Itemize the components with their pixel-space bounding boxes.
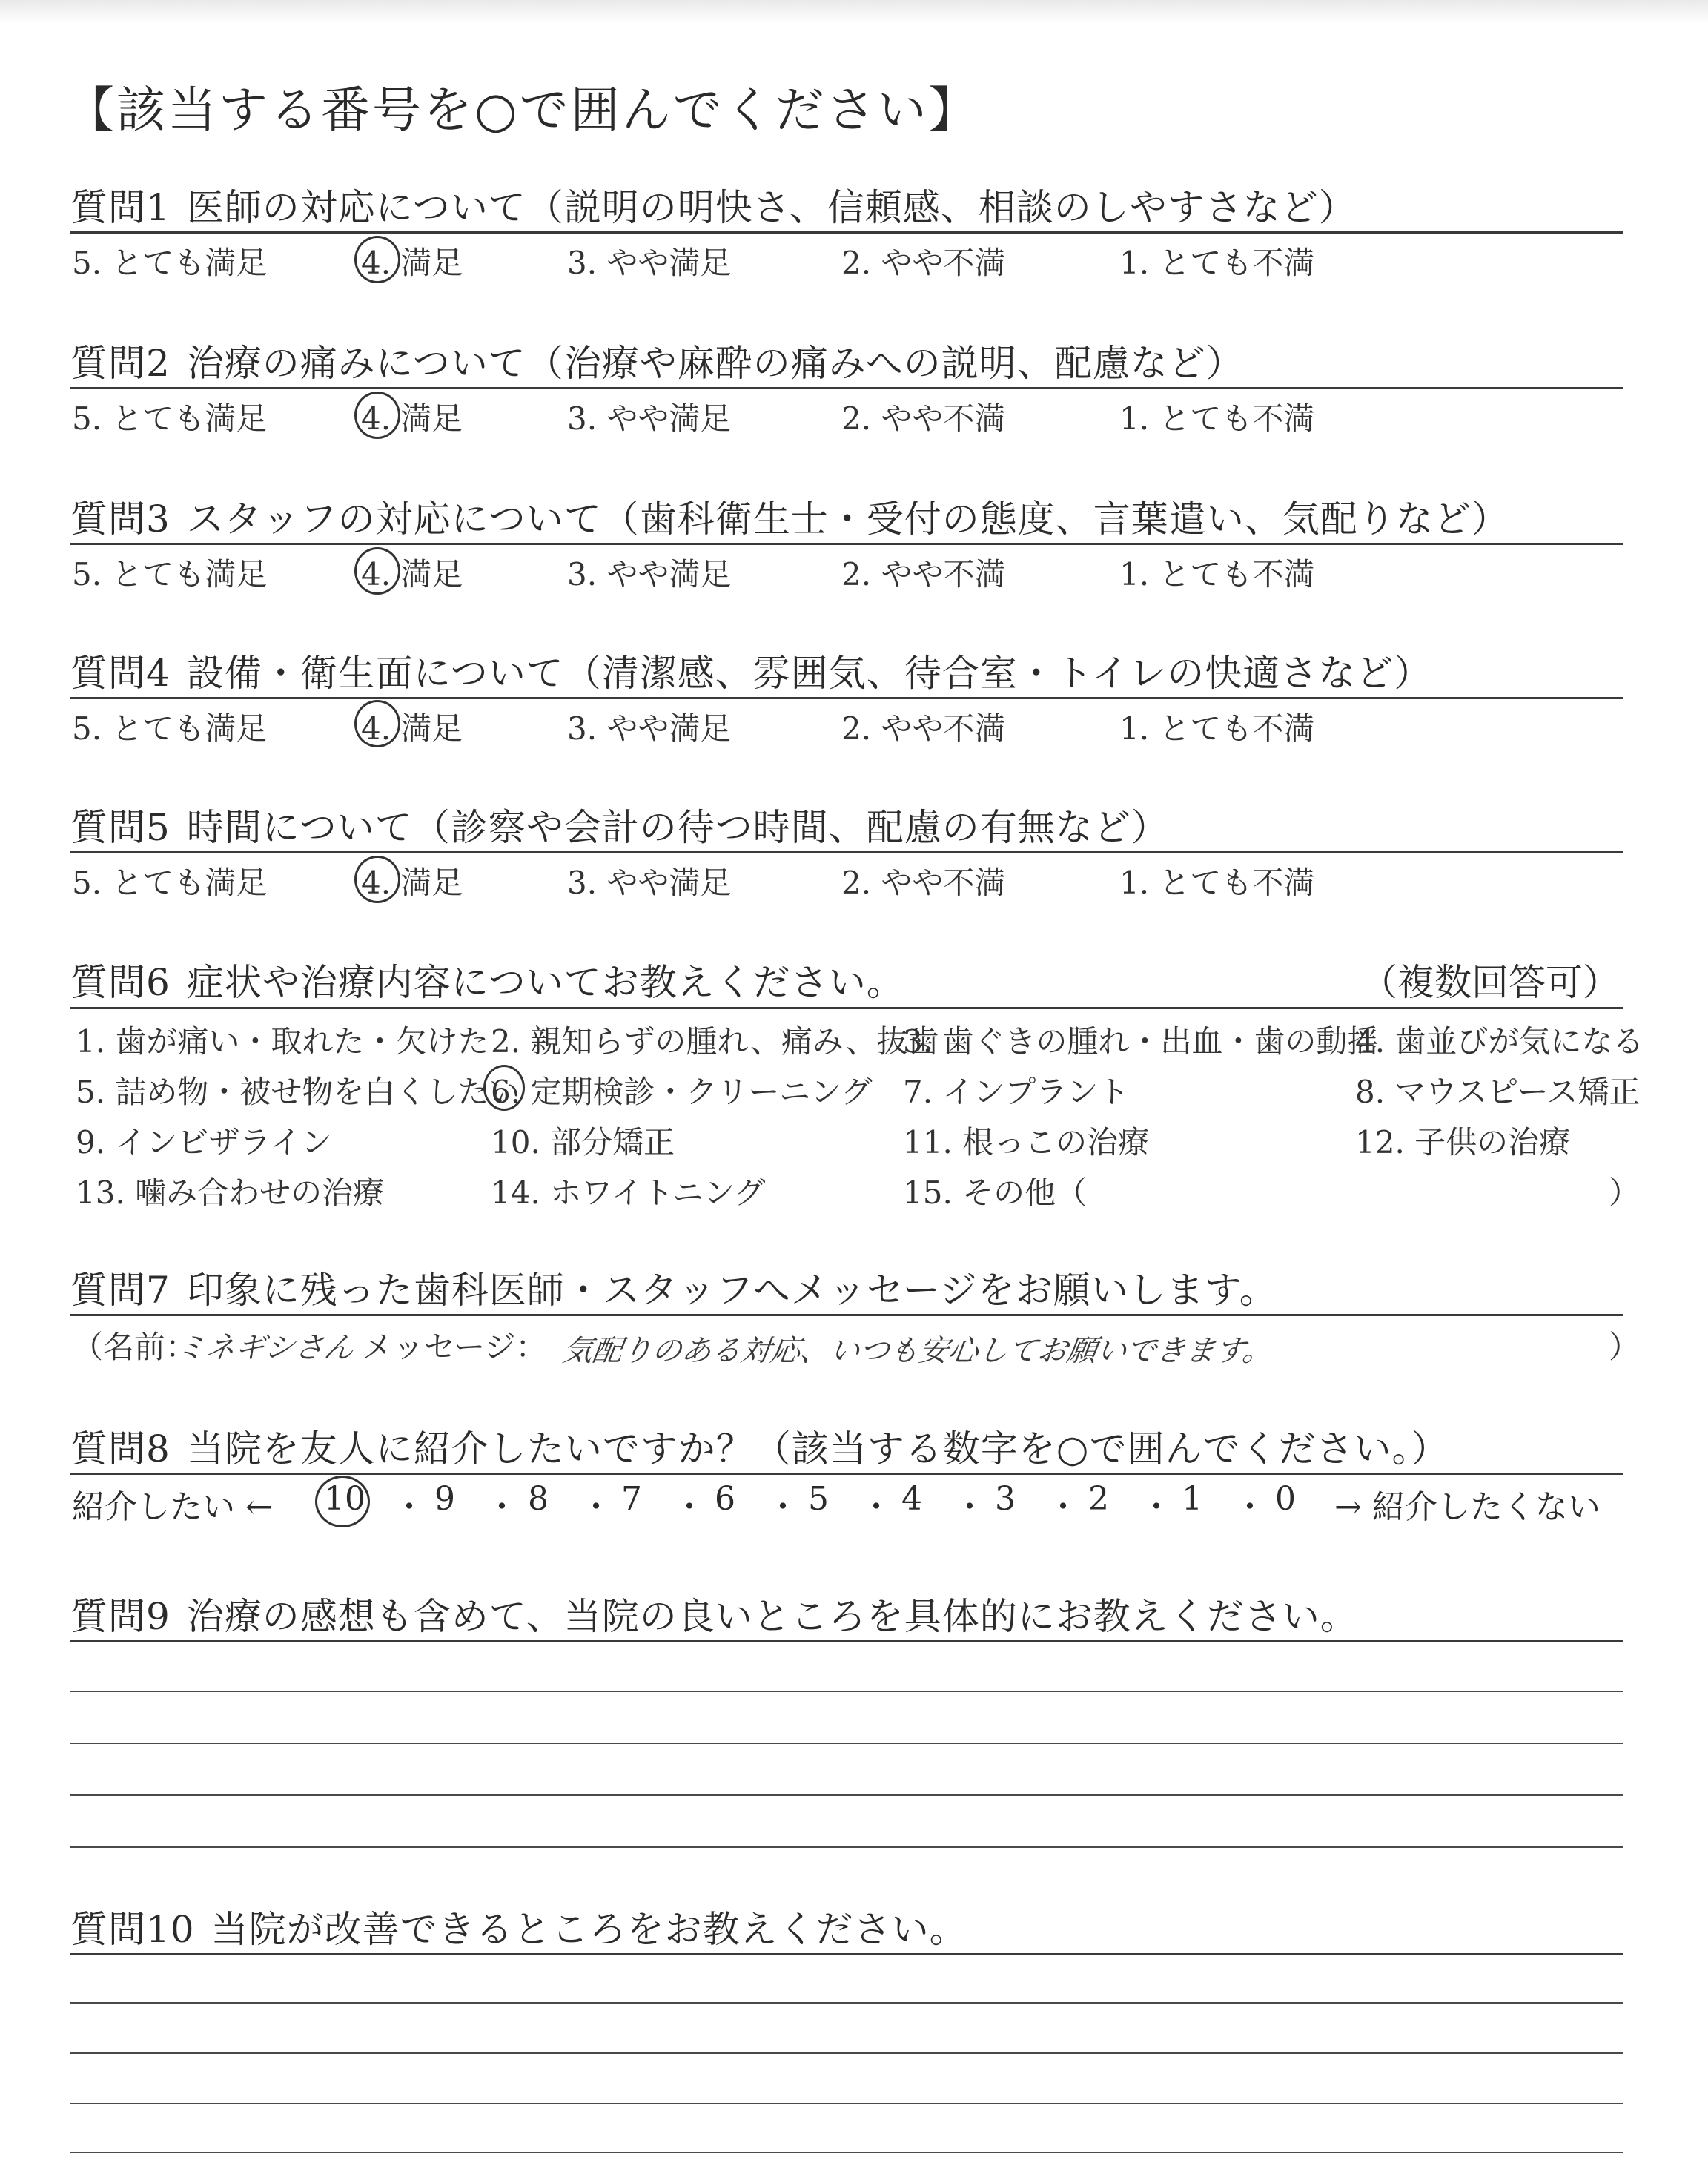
answer-line[interactable] [70,1691,1623,1692]
scale-dot: ・ [860,1488,893,1526]
option-1[interactable]: 1. とても不満 [1119,865,1315,901]
answer-line[interactable] [70,2103,1623,2104]
name-label: （名前： [72,1329,197,1365]
question-text: 治療の感想も含めて、当院の良いところを具体的にお教えください。 [186,1595,1358,1638]
option-3[interactable]: 3. やや満足 [567,710,732,747]
divider [70,1007,1623,1009]
scale-value-1[interactable]: 1 [1182,1480,1202,1518]
close-paren: ） [1609,1329,1641,1365]
question-8 [70,1419,1449,1473]
question-3 [70,489,1509,543]
divider [70,543,1623,545]
scale-dot: ・ [767,1488,799,1526]
other-close-paren: ） [1609,1175,1641,1211]
question-number: 質問3 [70,498,171,541]
question-6 [70,953,904,1006]
question-4 [70,644,1431,697]
divider [70,697,1623,699]
question-number: 質問7 [70,1269,171,1312]
question-text: 治療の痛みについて（治療や麻酔の痛みへの説明、配慮など） [186,342,1244,385]
option-2[interactable]: 2. やや不満 [841,865,1006,901]
scale-dot: ・ [1047,1488,1079,1526]
divider [70,231,1623,234]
option-5[interactable]: 5. とても満足 [72,865,268,901]
question-text: スタッフの対応について（歯科衛生士・受付の態度、言葉遣い、気配りなど） [186,498,1509,541]
symptom-option[interactable]: 2. 親知らずの腫れ、痛み、抜歯 [491,1023,939,1060]
question-number: 質問8 [70,1427,171,1470]
scale-dot: ・ [393,1488,426,1526]
selection-circle [483,1065,525,1111]
divider [70,851,1623,853]
option-4[interactable]: 4. 満足 [361,245,463,281]
question-number: 質問5 [70,806,171,849]
question-number: 質問9 [70,1595,171,1638]
scale-value-5[interactable]: 5 [808,1480,829,1518]
selection-circle [354,236,400,283]
message-field[interactable]: 気配りのある対応、いつも安心してお願いできます。 [560,1334,1275,1368]
scale-value-9[interactable]: 9 [434,1480,455,1518]
answer-line[interactable] [70,1794,1623,1796]
answer-line[interactable] [70,1846,1623,1848]
scale-dot: ・ [953,1488,986,1526]
scale-value-2[interactable]: 2 [1088,1480,1109,1518]
answer-line[interactable] [70,1640,1623,1642]
option-4[interactable]: 4. 満足 [361,556,463,592]
question-9 [70,1587,1358,1640]
scale-dot: ・ [486,1488,518,1526]
scale-value-10[interactable]: 10 [324,1480,365,1518]
option-3[interactable]: 3. やや満足 [567,400,732,437]
scale-right-label: → 紹介したくない [1334,1488,1601,1526]
question-number: 質問1 [70,186,171,229]
answer-line[interactable] [70,2052,1623,2054]
option-1[interactable]: 1. とても不満 [1119,400,1315,437]
question-7 [70,1261,1277,1314]
option-1[interactable]: 1. とても不満 [1119,245,1315,281]
name-field[interactable]: ミネギシさん [173,1331,357,1365]
scale-value-8[interactable]: 8 [528,1480,549,1518]
question-text: 医師の対応について（説明の明快さ、信頼感、相談のしやすさなど） [186,186,1357,229]
symptom-option[interactable]: 3. 歯ぐきの腫れ・出血・歯の動揺 [903,1023,1379,1060]
question-2 [70,334,1244,387]
question-text: 症状や治療内容についてお教えください。 [186,961,904,1004]
question-number: 質問10 [70,1908,195,1951]
scale-dot: ・ [1234,1488,1266,1526]
symptom-option[interactable]: 12. 子供の治療 [1355,1124,1571,1160]
option-3[interactable]: 3. やや満足 [567,865,732,901]
option-3[interactable]: 3. やや満足 [567,556,732,592]
scale-dot: ・ [673,1488,706,1526]
option-3[interactable]: 3. やや満足 [567,245,732,281]
question-5 [70,798,1169,851]
symptom-option[interactable]: 11. 根っこの治療 [903,1124,1150,1160]
divider [70,1473,1623,1475]
symptom-option[interactable]: 7. インプラント [903,1074,1130,1110]
option-1[interactable]: 1. とても不満 [1119,710,1315,747]
option-4[interactable]: 4. 満足 [361,400,463,437]
symptom-option[interactable]: 6. 定期検診・クリーニング [491,1074,873,1110]
selection-circle [354,392,400,439]
scale-value-0[interactable]: 0 [1275,1480,1296,1518]
selection-circle [315,1476,370,1527]
option-5[interactable]: 5. とても満足 [72,556,268,592]
answer-line[interactable] [70,2002,1623,2004]
scale-left-label: 紹介したい ← [72,1488,273,1526]
option-2[interactable]: 2. やや不満 [841,245,1006,281]
question-1 [70,178,1357,231]
scale-value-4[interactable]: 4 [901,1480,922,1518]
option-5[interactable]: 5. とても満足 [72,710,268,747]
symptom-option[interactable]: 1. 歯が痛い・取れた・欠けた [76,1023,489,1060]
symptom-option[interactable]: 5. 詰め物・被せ物を白くしたい [76,1074,520,1110]
option-5[interactable]: 5. とても満足 [72,245,268,281]
question-text: 当院を友人に紹介したいですか？（該当する数字を○で囲んでください。） [186,1427,1449,1470]
question-text: 印象に残った歯科医師・スタッフへメッセージをお願いします。 [186,1269,1277,1312]
symptom-option[interactable]: 8. マウスピース矯正 [1355,1074,1641,1110]
scan-edge [0,0,1708,24]
option-4[interactable]: 4. 満足 [361,710,463,747]
form-title: 【該当する番号を○で囲んでください】 [65,82,980,139]
question-number: 質問4 [70,652,171,695]
option-1[interactable]: 1. とても不満 [1119,556,1315,592]
answer-line[interactable] [70,1953,1623,1955]
symptom-option[interactable]: 14. ホワイトニング [491,1175,766,1211]
selection-circle [354,856,400,903]
option-2[interactable]: 2. やや不満 [841,556,1006,592]
scale-value-6[interactable]: 6 [715,1480,735,1518]
answer-line[interactable] [70,1743,1623,1744]
question-text: 時間について（診察や会計の待つ時間、配慮の有無など） [186,806,1169,849]
multiple-answers-note: （複数回答可） [1360,961,1620,1004]
question-number: 質問2 [70,342,171,385]
message-label: メッセージ： [362,1329,547,1365]
question-text: 設備・衛生面について（清潔感、雰囲気、待合室・トイレの快適さなど） [186,652,1432,695]
question-10 [70,1900,967,1953]
question-text: 当院が改善できるところをお教えください。 [211,1908,967,1951]
selection-circle [354,700,400,747]
option-2[interactable]: 2. やや不満 [841,710,1006,747]
selection-circle [354,547,400,595]
option-2[interactable]: 2. やや不満 [841,400,1006,437]
option-4[interactable]: 4. 満足 [361,865,463,901]
option-5[interactable]: 5. とても満足 [72,400,268,437]
divider [70,1314,1623,1316]
symptom-option[interactable]: 15. その他（ [903,1175,1088,1211]
divider [70,387,1623,389]
symptom-option[interactable]: 13. 噛み合わせの治療 [76,1175,385,1211]
scale-dot: ・ [580,1488,612,1526]
question-number: 質問6 [70,961,171,1004]
symptom-option[interactable]: 9. インビザライン [76,1124,333,1160]
scale-value-7[interactable]: 7 [621,1480,642,1518]
answer-line[interactable] [70,2152,1623,2153]
symptom-option[interactable]: 4. 歯並びが気になる [1355,1023,1644,1060]
scale-value-3[interactable]: 3 [995,1480,1016,1518]
scale-dot: ・ [1140,1488,1173,1526]
symptom-option[interactable]: 10. 部分矯正 [491,1124,675,1160]
